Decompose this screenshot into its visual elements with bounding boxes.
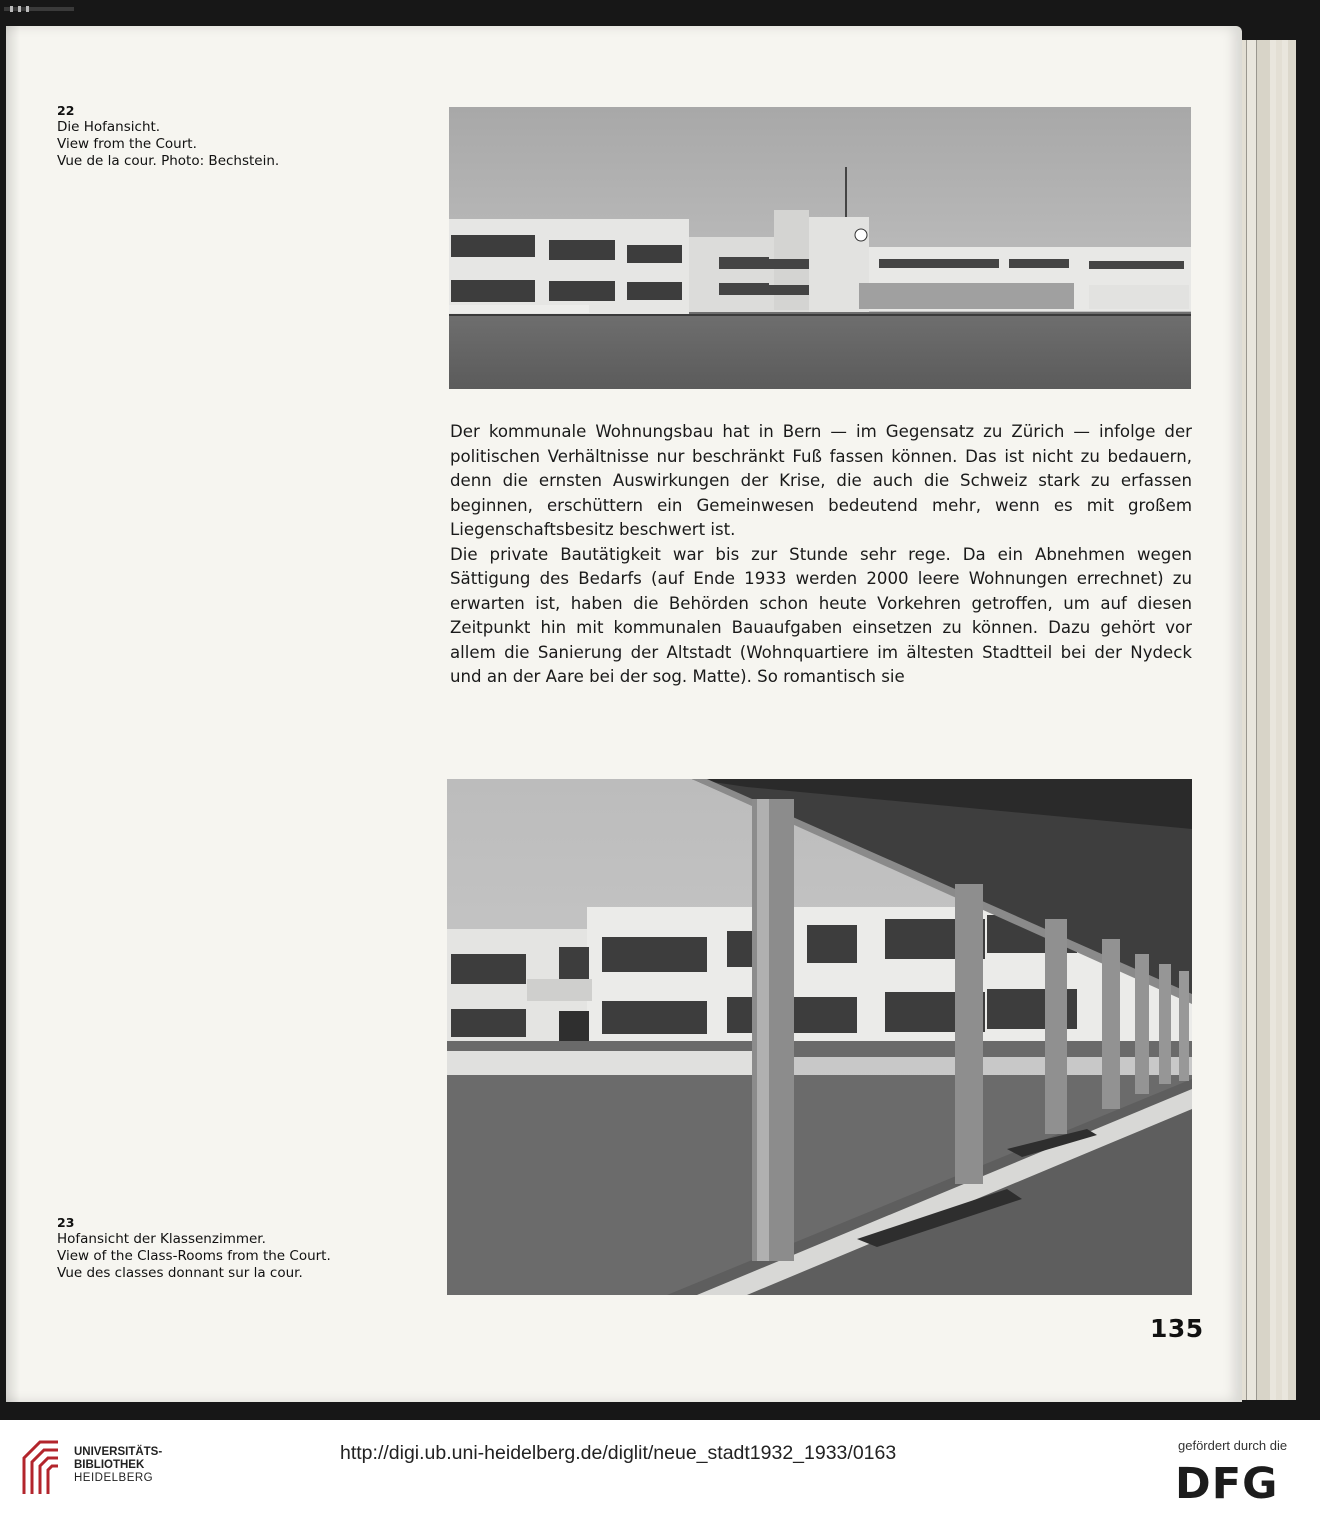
paragraph-1: Der kommunale Wohnungsbau hat in Bern — im Gegensatz zu Zürich — infolge der politischen Verhältnisse nur beschränkt Fuß fassen können. Das ist nicht zu bedauern, denn die ernsten Auswirkungen der Krise, die auch die Schweiz stark zu erfassen beginnen, erschüttern ein Gemeinwesen bedeutend mehr, wenn es mit großem Liegenschaftsbesitz beschwert ist. bbox=[450, 422, 1192, 539]
figure-23-caption-de: Hofansicht der Klassenzimmer. bbox=[57, 1231, 266, 1247]
digitization-footer bbox=[0, 1420, 1320, 1521]
funded-by-label: gefördert durch die bbox=[1178, 1438, 1288, 1453]
figure-23-caption bbox=[57, 1214, 331, 1282]
figure-22-caption-fr: Vue de la cour. Photo: Bechstein. bbox=[57, 153, 280, 169]
figure-23-number: 23 bbox=[57, 1215, 75, 1230]
library-name-line1: UNIVERSITÄTS- bbox=[74, 1446, 163, 1458]
book-edge-marks bbox=[4, 4, 74, 18]
library-name-line3: HEIDELBERG bbox=[74, 1472, 154, 1484]
figure-22-photo bbox=[449, 107, 1191, 389]
figure-22-caption-en: View from the Court. bbox=[57, 136, 197, 152]
page-number: 135 bbox=[1150, 1314, 1204, 1343]
library-name[interactable] bbox=[74, 1446, 162, 1485]
figure-22-caption bbox=[57, 102, 279, 170]
figure-22-caption-de: Die Hofansicht. bbox=[57, 119, 161, 135]
paragraph-2: Die private Bautätigkeit war bis zur Stunde sehr rege. Da ein Abnehmen wegen Sättigung des Bedarfs (auf Ende 1933 werden 2000 leere Wohnungen errechnet) zu erwarten ist, haben die Behörden schon heute Vorkehren getroffen, um auf diesen Zeitpunkt hin mit kommunalen Bauaufgaben einsetzen zu können. Dazu gehört vor allem die Sanierung der Altstadt (Wohnquartiere im ältesten Stadtteil bei der Nydeck und an der Aare bei der sog. Matte). So romantisch sie bbox=[450, 544, 1192, 686]
university-library-logo-icon[interactable] bbox=[20, 1436, 62, 1498]
figure-23-caption-en: View of the Class-Rooms from the Court. bbox=[57, 1248, 331, 1264]
figure-22-number: 22 bbox=[57, 103, 75, 118]
figure-23-caption-fr: Vue des classes donnant sur la cour. bbox=[57, 1265, 303, 1281]
figure-23-photo bbox=[447, 779, 1192, 1295]
library-name-line2: BIBLIOTHEK bbox=[74, 1459, 145, 1471]
dfg-logo[interactable]: DFG bbox=[1175, 1459, 1279, 1509]
body-text bbox=[450, 420, 1192, 690]
permalink-url[interactable]: http://digi.ub.uni-heidelberg.de/diglit/neue_stadt1932_1933/0163 bbox=[340, 1442, 897, 1464]
